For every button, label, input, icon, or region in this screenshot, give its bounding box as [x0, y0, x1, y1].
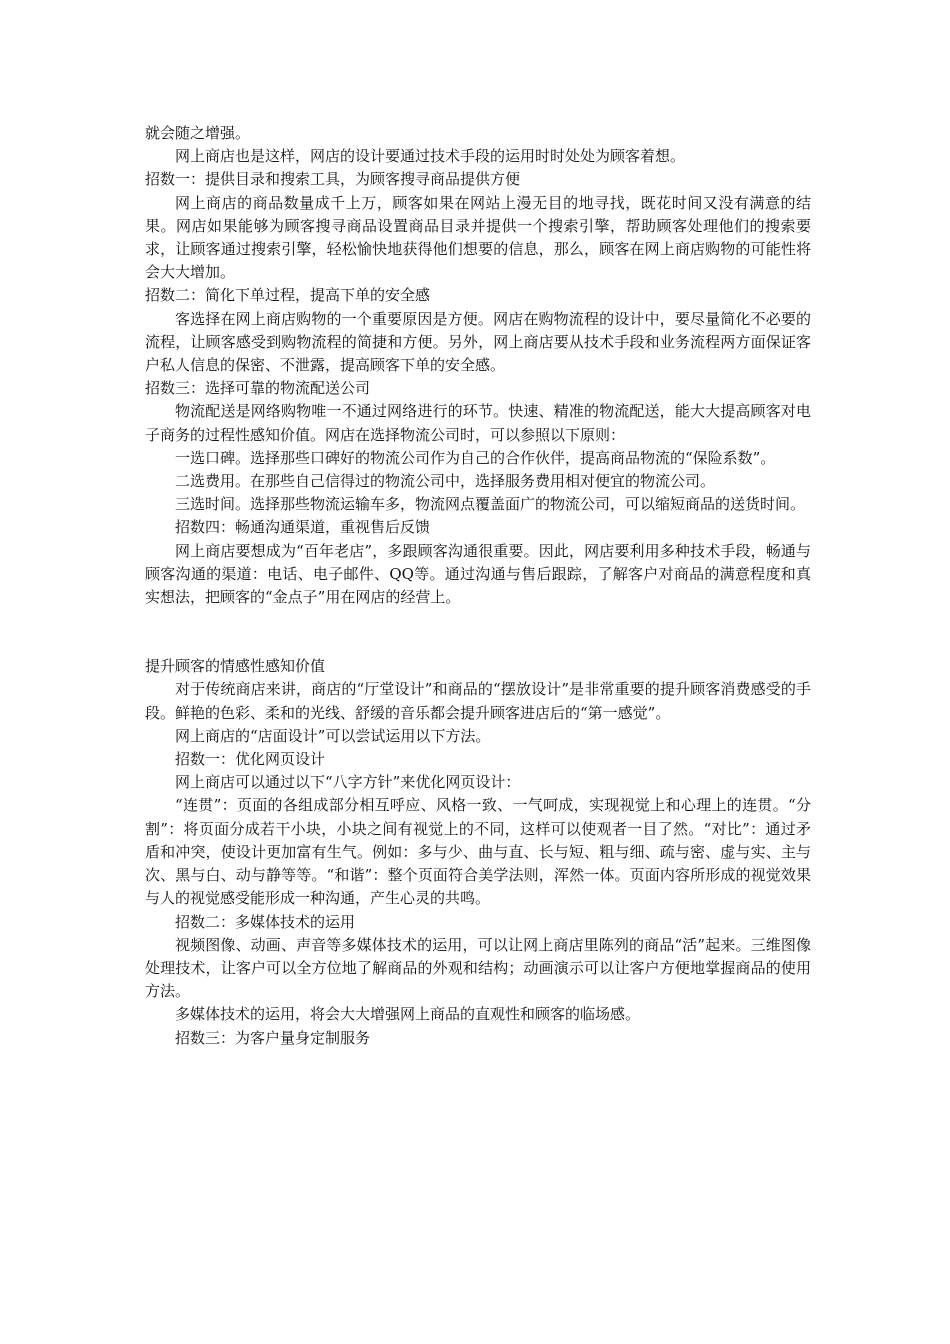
paragraph: 网上商店可以通过以下“八字方针”来优化网页设计：: [175, 773, 521, 792]
section-heading: 招数三：为客户量身定制服务: [175, 1028, 371, 1047]
paragraph: 网上商店要想成为“百年老店”，多跟顾客沟通很重要。因此，网店要利用多种技术手段，畅通与顾客沟通的渠道：电话、电子邮件、QQ等。通过沟通与售后跟踪，了解客户对商品的满意程度和真实想法，把顾客的“金点子”用在网店的经营上。: [145, 541, 811, 607]
paragraph: “连贯”：页面的各组成部分相互呼应、风格一致、一气呵成，实现视觉上和心理上的连贯。“分割”：将页面分成若干小块，小块之间有视觉上的不同，这样可以使观者一目了然。“对比”：通过矛盾和冲突，使设计更加富有生气。例如：多与少、曲与直、长与短、粗与细、疏与密、虚与实、主与次、黑与白、动与静等等。“和谐”：整个页面符合美学法则，浑然一体。页面内容所形成的视觉效果与人的视觉感受能形成一种沟通，产生心灵的共鸣。: [145, 796, 811, 908]
section-heading: 招数二：多媒体技术的运用: [175, 912, 356, 931]
section-heading: 招数三：选择可靠的物流配送公司: [145, 379, 371, 398]
section-heading: 招数二：简化下单过程，提高下单的安全感: [145, 286, 431, 305]
section-spacer: [145, 609, 811, 655]
section-heading: 招数四：畅通沟通渠道，重视售后反馈: [175, 518, 431, 537]
paragraph: 网上商店也是这样，网店的设计要通过技术手段的运用时时处处为顾客着想。: [175, 147, 686, 166]
paragraph: 物流配送是网络购物唯一不通过网络进行的环节。快速、精准的物流配送，能大大提高顾客对电子商务的过程性感知价值。网店在选择物流公司时，可以参照以下原则：: [145, 402, 811, 444]
paragraph: 三选时间。选择那些物流运输车多，物流网点覆盖面广的物流公司，可以缩短商品的送货时间。: [175, 495, 806, 514]
paragraph: 网上商店的商品数量成千上万，顾客如果在网站上漫无目的地寻找，既花时间又没有满意的结果。网店如果能够为顾客搜寻商品设置商品目录并提供一个搜索引擎，帮助顾客处理他们的搜索要求，让顾客通过搜索引擎，轻松愉快地获得他们想要的信息，那么，顾客在网上商店购物的可能性将会大大增加。: [145, 193, 811, 282]
paragraph: 多媒体技术的运用，将会大大增强网上商品的直观性和顾客的临场感。: [175, 1005, 641, 1024]
document-page: [145, 122, 811, 1050]
paragraph: 视频图像、动画、声音等多媒体技术的运用，可以让网上商店里陈列的商品“活”起来。三维图像处理技术，让客户可以全方位地了解商品的外观和结构；动画演示可以让客户方便地掌握商品的使用方法。: [145, 935, 811, 1001]
paragraph: 网上商店的“店面设计”可以尝试运用以下方法。: [175, 726, 491, 745]
paragraph: 二选费用。在那些自己信得过的物流公司中，选择服务费用相对便宜的物流公司。: [175, 472, 716, 491]
paragraph: 客选择在网上商店购物的一个重要原因是方便。网店在购物流程的设计中，要尽量简化不必要的流程，让顾客感受到购物流程的简捷和方便。另外，网上商店要从技术手段和业务流程两方面保证客户私人信息的保密、不泄露，提高顾客下单的安全感。: [145, 309, 811, 375]
section-heading: 招数一：提供目录和搜索工具，为顾客搜寻商品提供方便: [145, 170, 521, 189]
paragraph: 一选口碑。选择那些口碑好的物流公司作为自己的合作伙伴，提高商品物流的“保险系数”。: [175, 448, 776, 467]
paragraph: 对于传统商店来讲，商店的“厅堂设计”和商品的“摆放设计”是非常重要的提升顾客消费感受的手段。鲜艳的色彩、柔和的光线、舒缓的音乐都会提升顾客进店后的“第一感觉”。: [145, 680, 811, 722]
section-heading: 招数一：优化网页设计: [175, 750, 326, 769]
paragraph: 就会随之增强。: [145, 124, 251, 142]
section-title: 提升顾客的情感性感知价值: [145, 657, 326, 676]
